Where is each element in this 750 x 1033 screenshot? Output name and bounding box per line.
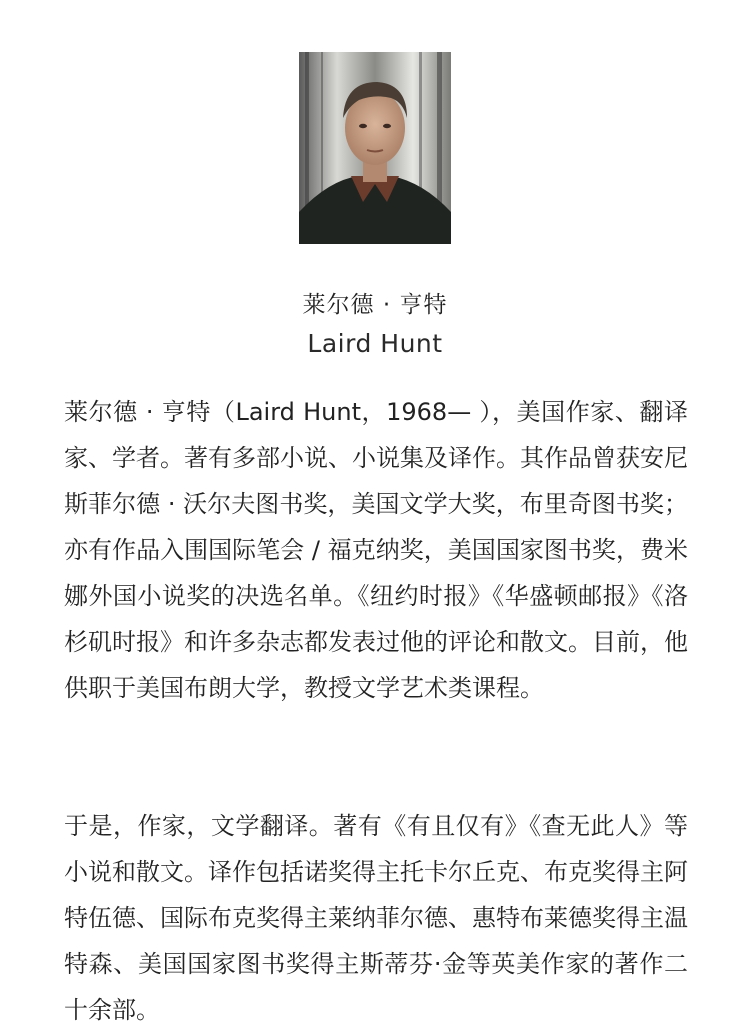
- author-name-chinese: 莱尔德 · 亨特: [302, 292, 448, 318]
- translator-bio-paragraph: 于是，作家，文学翻译。著有《有且仅有》《查无此人》等小说和散文。译作包括诺奖得主托卡尔丘克、布克奖得主阿特伍德、国际布克奖得主莱纳菲尔德、惠特布莱德奖得主温特森、美国国家图书奖得主斯蒂芬·金等英美作家的著作二十余部。: [64, 812, 688, 1024]
- author-portrait: [299, 52, 451, 244]
- author-name-english: Laird Hunt: [307, 329, 443, 358]
- author-bio-paragraph: 莱尔德 · 亨特（Laird Hunt，1968— ），美国作家、翻译家、学者。著有多部小说、小说集及译作。其作品曾获安尼斯菲尔德 · 沃尔夫图书奖，美国文学大奖，布里奇图书奖；亦有作品入围国际笔会 / 福克纳奖，美国国家图书奖，费米娜外国小说奖的决选名单。《纽约时报》《华盛顿邮报》《洛杉矶时报》和许多杂志都发表过他的评论和散文。目前，他供职于美国布朗大学，教授文学艺术类课程。: [64, 398, 688, 702]
- author-photo: [299, 52, 451, 244]
- author-name-block: [0, 288, 750, 362]
